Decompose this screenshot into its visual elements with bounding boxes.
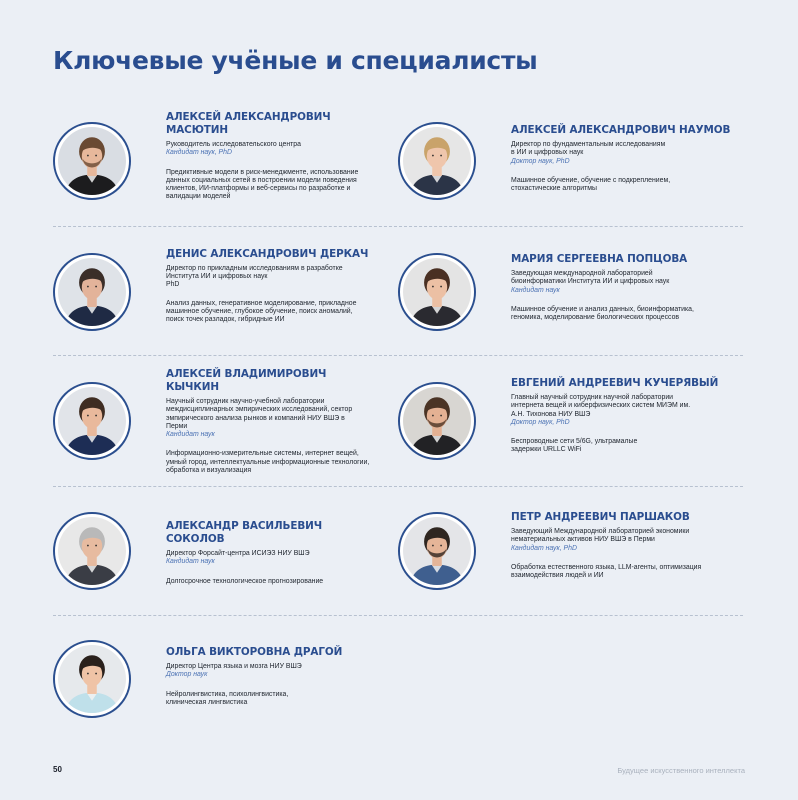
portrait-image: [403, 517, 471, 585]
person-name: ПЕТР АНДРЕЕВИЧ ПАРШАКОВ: [511, 511, 690, 523]
person-field: Предиктивные модели в риск-менеджменте, использование данных социальных сетей в построении модели поведения клиентов, ИИ-платформы и веб-сервисы по разработке и валидации моделей: [166, 168, 359, 201]
person-name: ЕВГЕНИЙ АНДРЕЕВИЧ КУЧЕРЯВЫЙ: [511, 377, 719, 389]
section-divider: [53, 615, 743, 616]
section-divider: [53, 226, 743, 227]
person-field: Беспроводные сети 5/6G, ультрамалые задержки URLLC WiFi: [511, 438, 638, 454]
person-degree: Кандидат наук: [166, 431, 215, 439]
person-degree: Доктор наук, PhD: [511, 418, 570, 426]
person-field: Долгосрочное технологическое прогнозирование: [166, 577, 324, 585]
portrait-image: [403, 258, 471, 326]
person-info: [166, 646, 378, 707]
person-role: Научный сотрудник научно-учебной лаборатории междисциплинарных эмпирических исследований, сектор эмпирического анализа рынков и компаний НИУ ВШЭ в Перми: [166, 398, 353, 430]
portrait-image: [403, 387, 471, 455]
person-info: [511, 253, 723, 322]
person-field: Обработка естественного языка, LLM-агенты, оптимизация взаимодействия людей и ИИ: [511, 563, 702, 580]
avatar: [53, 122, 131, 200]
portrait-image: [58, 517, 126, 585]
person-role: Директор Центра языка и мозга НИУ ВШЭ: [166, 663, 302, 670]
section-divider: [53, 355, 743, 356]
page-title: Ключевые учёные и специалисты: [53, 46, 538, 75]
avatar: [53, 512, 131, 590]
person-name: ДЕНИС АЛЕКСАНДРОВИЧ ДЕРКАЧ: [166, 248, 369, 260]
person-role: Директор по фундаментальным исследованиям в ИИ и цифровых наук: [511, 141, 666, 157]
person-role: Директор Форсайт-центра ИСИЭЗ НИУ ВШЭ: [166, 550, 310, 557]
person-info: [511, 511, 723, 580]
section-divider: [53, 486, 743, 487]
person-info: [166, 520, 378, 586]
person-field: Анализ данных, генеративное моделирование, прикладное машинное обучение, глубокое обучение, поиск аномалий, поиск точек разладок, гибридные ИИ: [166, 299, 357, 324]
person-role: Заведующий Международной лабораторией экономики нематериальных активов НИУ ВШЭ в Перми: [511, 528, 690, 544]
portrait-image: [58, 645, 126, 713]
avatar: [53, 382, 131, 460]
person-degree: Доктор наук: [166, 671, 208, 679]
person-degree: PhD: [166, 280, 180, 288]
person-degree: Кандидат наук, PhD: [511, 544, 577, 552]
avatar: [398, 512, 476, 590]
avatar: [398, 253, 476, 331]
person-name: АЛЕКСЕЙ АЛЕКСАНДРОВИЧ МАСЮТИН: [166, 111, 331, 136]
person-role: Главный научный сотрудник научной лаборатории интернета вещей и киберфизических систем МИЭМ им. А.Н. Тихонова НИУ ВШЭ: [511, 394, 691, 418]
person-name: ОЛЬГА ВИКТОРОВНА ДРАГОЙ: [166, 646, 343, 658]
avatar: [53, 253, 131, 331]
person-role: Директор по прикладным исследованиям в разработке Института ИИ и цифровых наук: [166, 265, 343, 281]
person-info: [166, 111, 378, 202]
person-degree: Кандидат наук: [166, 558, 215, 566]
person-name: АЛЕКСЕЙ АЛЕКСАНДРОВИЧ НАУМОВ: [511, 124, 731, 136]
person-role: Руководитель исследовательского центра: [166, 141, 301, 148]
portrait-image: [58, 387, 126, 455]
avatar: [398, 122, 476, 200]
portrait-image: [58, 127, 126, 195]
page-number: 50: [53, 765, 62, 774]
person-field: Нейролингвистика, психолингвистика, клиническая лингвистика: [166, 690, 289, 706]
person-info: [166, 248, 378, 325]
person-name: МАРИЯ СЕРГЕЕВНА ПОПЦОВА: [511, 253, 688, 265]
person-info: [511, 377, 723, 455]
avatar: [53, 640, 131, 718]
portrait-image: [58, 258, 126, 326]
person-degree: Кандидат наук: [511, 286, 560, 294]
person-info: [511, 124, 731, 193]
person-degree: Кандидат наук, PhD: [166, 149, 232, 157]
avatar: [398, 382, 476, 460]
person-info: [166, 368, 378, 475]
person-degree: Доктор наук, PhD: [511, 157, 570, 165]
person-name: АЛЕКСЕЙ ВЛАДИМИРОВИЧ КЫЧКИН: [166, 368, 327, 393]
person-role: Заведующая международной лабораторией биоинформатики Института ИИ и цифровых наук: [511, 270, 670, 286]
person-field: Машинное обучение и анализ данных, биоинформатика, геномика, моделирование биологических процессов: [511, 305, 694, 322]
portrait-image: [403, 127, 471, 195]
footer-title: Будущее искусственного интеллекта: [617, 766, 745, 775]
person-field: Информационно-измерительные системы, интернет вещей, умный город, интеллектуальные информационные технологии, обработка и визуализация: [166, 450, 370, 475]
person-field: Машинное обучение, обучение с подкреплением, стохастические алгоритмы: [511, 176, 671, 193]
person-name: АЛЕКСАНДР ВАСИЛЬЕВИЧ СОКОЛОВ: [166, 520, 323, 545]
